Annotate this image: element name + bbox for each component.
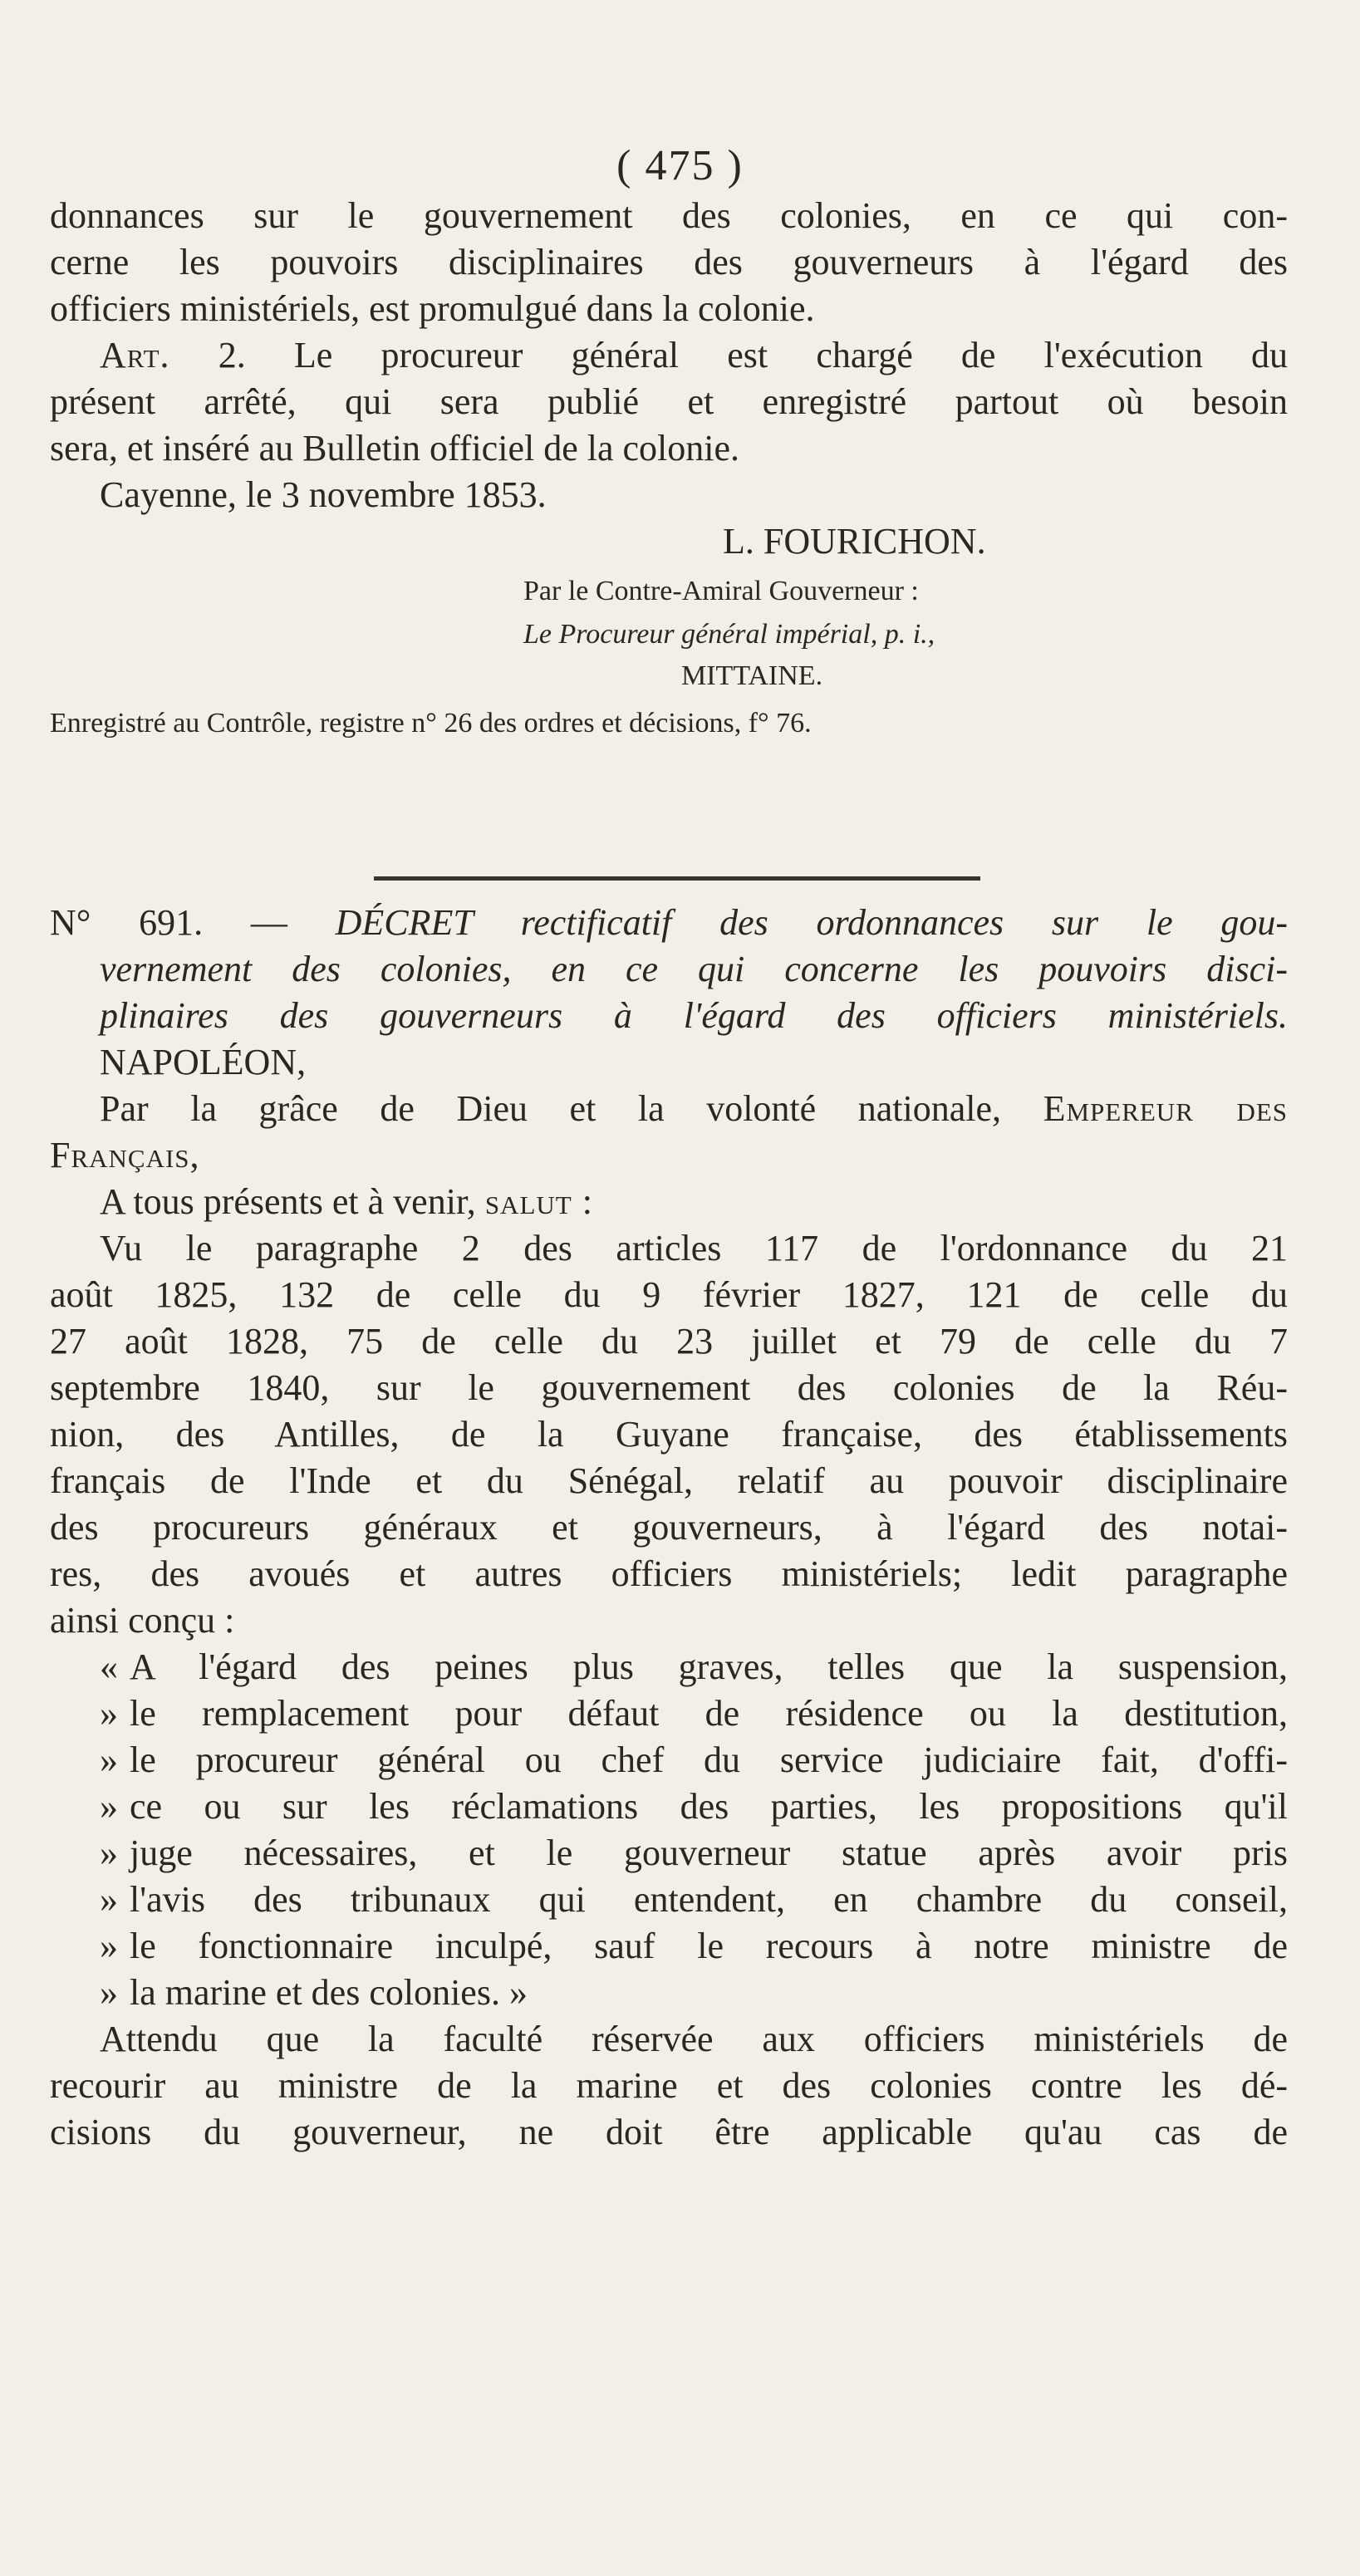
page-number: ( 475 ) bbox=[616, 142, 744, 189]
decree-heading-line: vernement des colonies, en ce qui concerne les pouvoirs disci- bbox=[100, 949, 1288, 989]
quote-line bbox=[50, 1690, 1288, 1737]
quote-text: le remplacement pour défaut de résidence ou la destitution, bbox=[130, 1693, 1288, 1734]
signature: L. FOURICHON. bbox=[723, 521, 986, 562]
vu-line: 27 août 1828, 75 de celle du 23 juillet et 79 de celle du 7 bbox=[50, 1321, 1288, 1362]
section-divider bbox=[374, 876, 980, 881]
decree-title: DÉCRET rectificatif des ordonnances sur le gou- bbox=[335, 902, 1288, 943]
quote-mark: « bbox=[100, 1646, 118, 1687]
attendu-line: Attendu que la faculté réservée aux officiers ministériels de bbox=[100, 2019, 1288, 2059]
decree-heading-line: plinaires des gouverneurs à l'égard des officiers ministériels. bbox=[100, 995, 1288, 1036]
article-2-line bbox=[50, 332, 1288, 379]
quote-mark: » bbox=[100, 1693, 118, 1734]
quote-text: la marine et des colonies. » bbox=[130, 1972, 528, 2013]
quote-line bbox=[50, 1644, 1288, 1690]
countersign-title: Par le Contre-Amiral Gouverneur : bbox=[523, 576, 919, 606]
countersign-role: Le Procureur général impérial, p. i., bbox=[523, 619, 935, 650]
registration-note: Enregistré au Contrôle, registre n° 26 des ordres et décisions, f° 76. bbox=[50, 708, 812, 738]
quote-line bbox=[50, 1737, 1288, 1784]
grace-title: Empereur des bbox=[1043, 1088, 1288, 1129]
article-2-text: 2. Le procureur général est chargé de l'exécution du bbox=[169, 335, 1288, 375]
quote-line bbox=[50, 1784, 1288, 1830]
quote-line bbox=[50, 1830, 1288, 1877]
quote-mark: » bbox=[100, 1786, 118, 1827]
vu-line: Vu le paragraphe 2 des articles 117 de l'ordonnance du 21 bbox=[100, 1228, 1288, 1268]
quote-text: ce ou sur les réclamations des parties, les propositions qu'il bbox=[130, 1786, 1288, 1827]
decree-heading-line bbox=[50, 900, 1288, 946]
place-date: Cayenne, le 3 novembre 1853. bbox=[100, 474, 547, 515]
grace-text: Par la grâce de Dieu et la volonté nationale, bbox=[100, 1088, 1043, 1129]
attendu-line: recourir au ministre de la marine et des colonies contre les dé- bbox=[50, 2065, 1288, 2106]
vu-line: français de l'Inde et du Sénégal, relatif au pouvoir disciplinaire bbox=[50, 1460, 1288, 1501]
intro-line: officiers ministériels, est promulgué dans la colonie. bbox=[50, 288, 815, 329]
intro-line: cerne les pouvoirs disciplinaires des gouverneurs à l'égard des bbox=[50, 242, 1288, 282]
quote-text: le fonctionnaire inculpé, sauf le recours à notre ministre de bbox=[130, 1926, 1288, 1966]
quote-line bbox=[50, 1877, 1288, 1923]
countersign-name: MITTAINE. bbox=[681, 660, 823, 691]
vu-line: ainsi conçu : bbox=[50, 1600, 235, 1641]
attendu-line: cisions du gouverneur, ne doit être applicable qu'au cas de bbox=[50, 2112, 1288, 2152]
salut-word: salut : bbox=[484, 1181, 593, 1222]
quote-text: juge nécessaires, et le gouverneur statue après avoir pris bbox=[130, 1833, 1288, 1873]
salut-line bbox=[50, 1179, 1288, 1225]
vu-line: septembre 1840, sur le gouvernement des colonies de la Réu- bbox=[50, 1367, 1288, 1408]
quote-text: l'avis des tribunaux qui entendent, en chambre du conseil, bbox=[130, 1879, 1288, 1920]
salut-text: A tous présents et à venir, bbox=[100, 1181, 485, 1222]
quote-mark: » bbox=[100, 1833, 118, 1873]
quote-line bbox=[50, 1970, 1288, 2016]
vu-line: des procureurs généraux et gouverneurs, à l'égard des notai- bbox=[50, 1507, 1288, 1548]
article-label: Art. bbox=[100, 335, 170, 375]
intro-line: donnances sur le gouvernement des colonies, en ce qui con- bbox=[50, 195, 1288, 236]
article-2-line: sera, et inséré au Bulletin officiel de la colonie. bbox=[50, 428, 739, 469]
quote-mark: » bbox=[100, 1972, 118, 2013]
grace-line bbox=[50, 1086, 1288, 1132]
emperor-name: NAPOLÉON, bbox=[100, 1042, 307, 1082]
quote-line bbox=[50, 1923, 1288, 1970]
decree-number: N° 691. — bbox=[50, 902, 336, 943]
vu-line: nion, des Antilles, de la Guyane française, des établissements bbox=[50, 1414, 1288, 1455]
vu-line: res, des avoués et autres officiers ministériels; ledit paragraphe bbox=[50, 1553, 1288, 1594]
article-2-line: présent arrêté, qui sera publié et enregistré partout où besoin bbox=[50, 381, 1288, 422]
grace-line: Français, bbox=[50, 1135, 200, 1175]
quote-mark: » bbox=[100, 1926, 118, 1966]
quote-mark: » bbox=[100, 1879, 118, 1920]
quote-text: A l'égard des peines plus graves, telles que la suspension, bbox=[130, 1646, 1288, 1687]
quote-mark: » bbox=[100, 1739, 118, 1780]
vu-line: août 1825, 132 de celle du 9 février 1827, 121 de celle du bbox=[50, 1274, 1288, 1315]
quote-text: le procureur général ou chef du service judiciaire fait, d'offi- bbox=[130, 1739, 1288, 1780]
